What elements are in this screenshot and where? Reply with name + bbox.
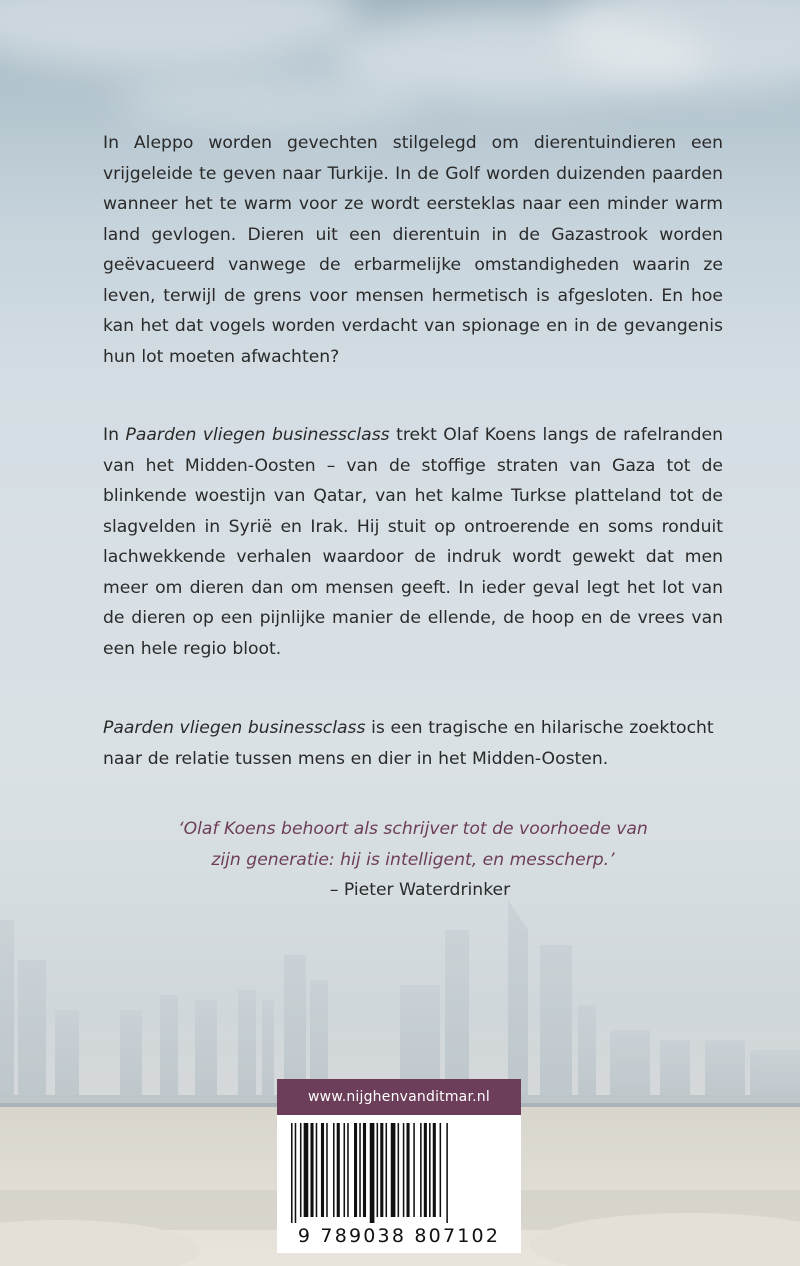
barcode-bar xyxy=(326,1123,328,1217)
barcode-bar xyxy=(300,1123,302,1217)
quote-author: – Pieter Waterdrinker xyxy=(329,880,511,900)
quote-line-1: ‘Olaf Koens behoort als schrijver tot de voorhoede van xyxy=(178,819,648,839)
publisher-url[interactable]: www.nijghenvanditmar.nl xyxy=(277,1079,521,1115)
barcode-bar xyxy=(347,1123,349,1217)
barcode-bar xyxy=(433,1123,436,1217)
barcode-bar xyxy=(420,1123,422,1217)
barcode-bar xyxy=(344,1123,346,1217)
blurb-paragraph-1: In Aleppo worden gevechten stilgelegd om dierentuindieren een vrijgeleide te geven naar Turkije. In de Golf worden duizenden paarden wanneer het te warm voor ze wordt eersteklas naar een minder warm land gevlogen. Dieren uit een dierentuin in de Gazastrook worden geëvacueerd vanwege de erbarmelijke omstandigheden waarin ze leven, terwijl de grens voor mensen hermetisch is afgesloten. En hoe kan het dat vogels worden verdacht van spionage en in de gevangenis hun lot moeten afwachten? xyxy=(103,133,723,367)
barcode-bar xyxy=(398,1123,400,1217)
barcode-bar xyxy=(380,1123,383,1217)
barcode-bar xyxy=(407,1123,410,1217)
quote-line-2: zijn generatie: hij is intelligent, en messcherp.’ xyxy=(211,850,615,870)
barcode-bar xyxy=(337,1123,340,1217)
paragraph-2-prefix: In xyxy=(103,425,126,445)
barcode-bar xyxy=(321,1123,324,1217)
book-title-inline: Paarden vliegen businessclass xyxy=(125,425,390,445)
sky-cloud xyxy=(0,0,360,70)
isbn-number: 9 789038 807102 xyxy=(297,1225,501,1247)
book-title-inline: Paarden vliegen businessclass xyxy=(103,718,366,738)
barcode-bar xyxy=(310,1123,313,1217)
blurb-paragraph-3 xyxy=(103,713,723,774)
barcode-bar xyxy=(363,1123,366,1217)
sky-cloud xyxy=(120,70,420,130)
barcode-bar xyxy=(359,1123,361,1217)
barcode-bar xyxy=(424,1123,427,1217)
isbn-barcode xyxy=(277,1115,521,1253)
barcode-bar xyxy=(413,1123,415,1217)
blurb-paragraph-2 xyxy=(103,420,723,664)
barcode-bar xyxy=(295,1123,297,1223)
barcode-bar xyxy=(403,1123,405,1217)
barcode-bar xyxy=(333,1123,335,1217)
barcode-bar xyxy=(291,1123,293,1223)
barcode-bar xyxy=(440,1123,442,1217)
barcode-bar xyxy=(429,1123,431,1217)
barcode-bar xyxy=(391,1123,396,1217)
barcode-bars xyxy=(277,1115,521,1227)
barcode-bar xyxy=(370,1123,375,1223)
barcode-bar xyxy=(446,1123,448,1223)
barcode-bar xyxy=(304,1123,309,1217)
barcode-bar xyxy=(377,1123,379,1217)
review-quote xyxy=(103,814,723,876)
barcode-bar xyxy=(316,1123,318,1217)
paragraph-2-body: trekt Olaf Koens langs de rafelranden van het Midden-Oosten – van de stoffige straten van Gaza tot de blinkende woestijn van Qatar, van het kalme Turkse platteland tot de slagvelden in Syrië en Irak. Hij stuit op ontroerende en soms ronduit lachwekkende verhalen waardoor de indruk wordt gewekt dat men meer om dieren dan om mensen geeft. In ieder geval legt het lot van de dieren op een pijnlijke manier de ellende, de hoop en de vrees van een hele regio bloot. xyxy=(103,425,723,659)
paragraph-3-body: is een tragische en hilarische zoektocht naar de relatie tussen mens en dier in het Midden-Oosten. xyxy=(103,718,714,769)
barcode-bar xyxy=(354,1123,357,1217)
barcode-bar xyxy=(386,1123,388,1217)
